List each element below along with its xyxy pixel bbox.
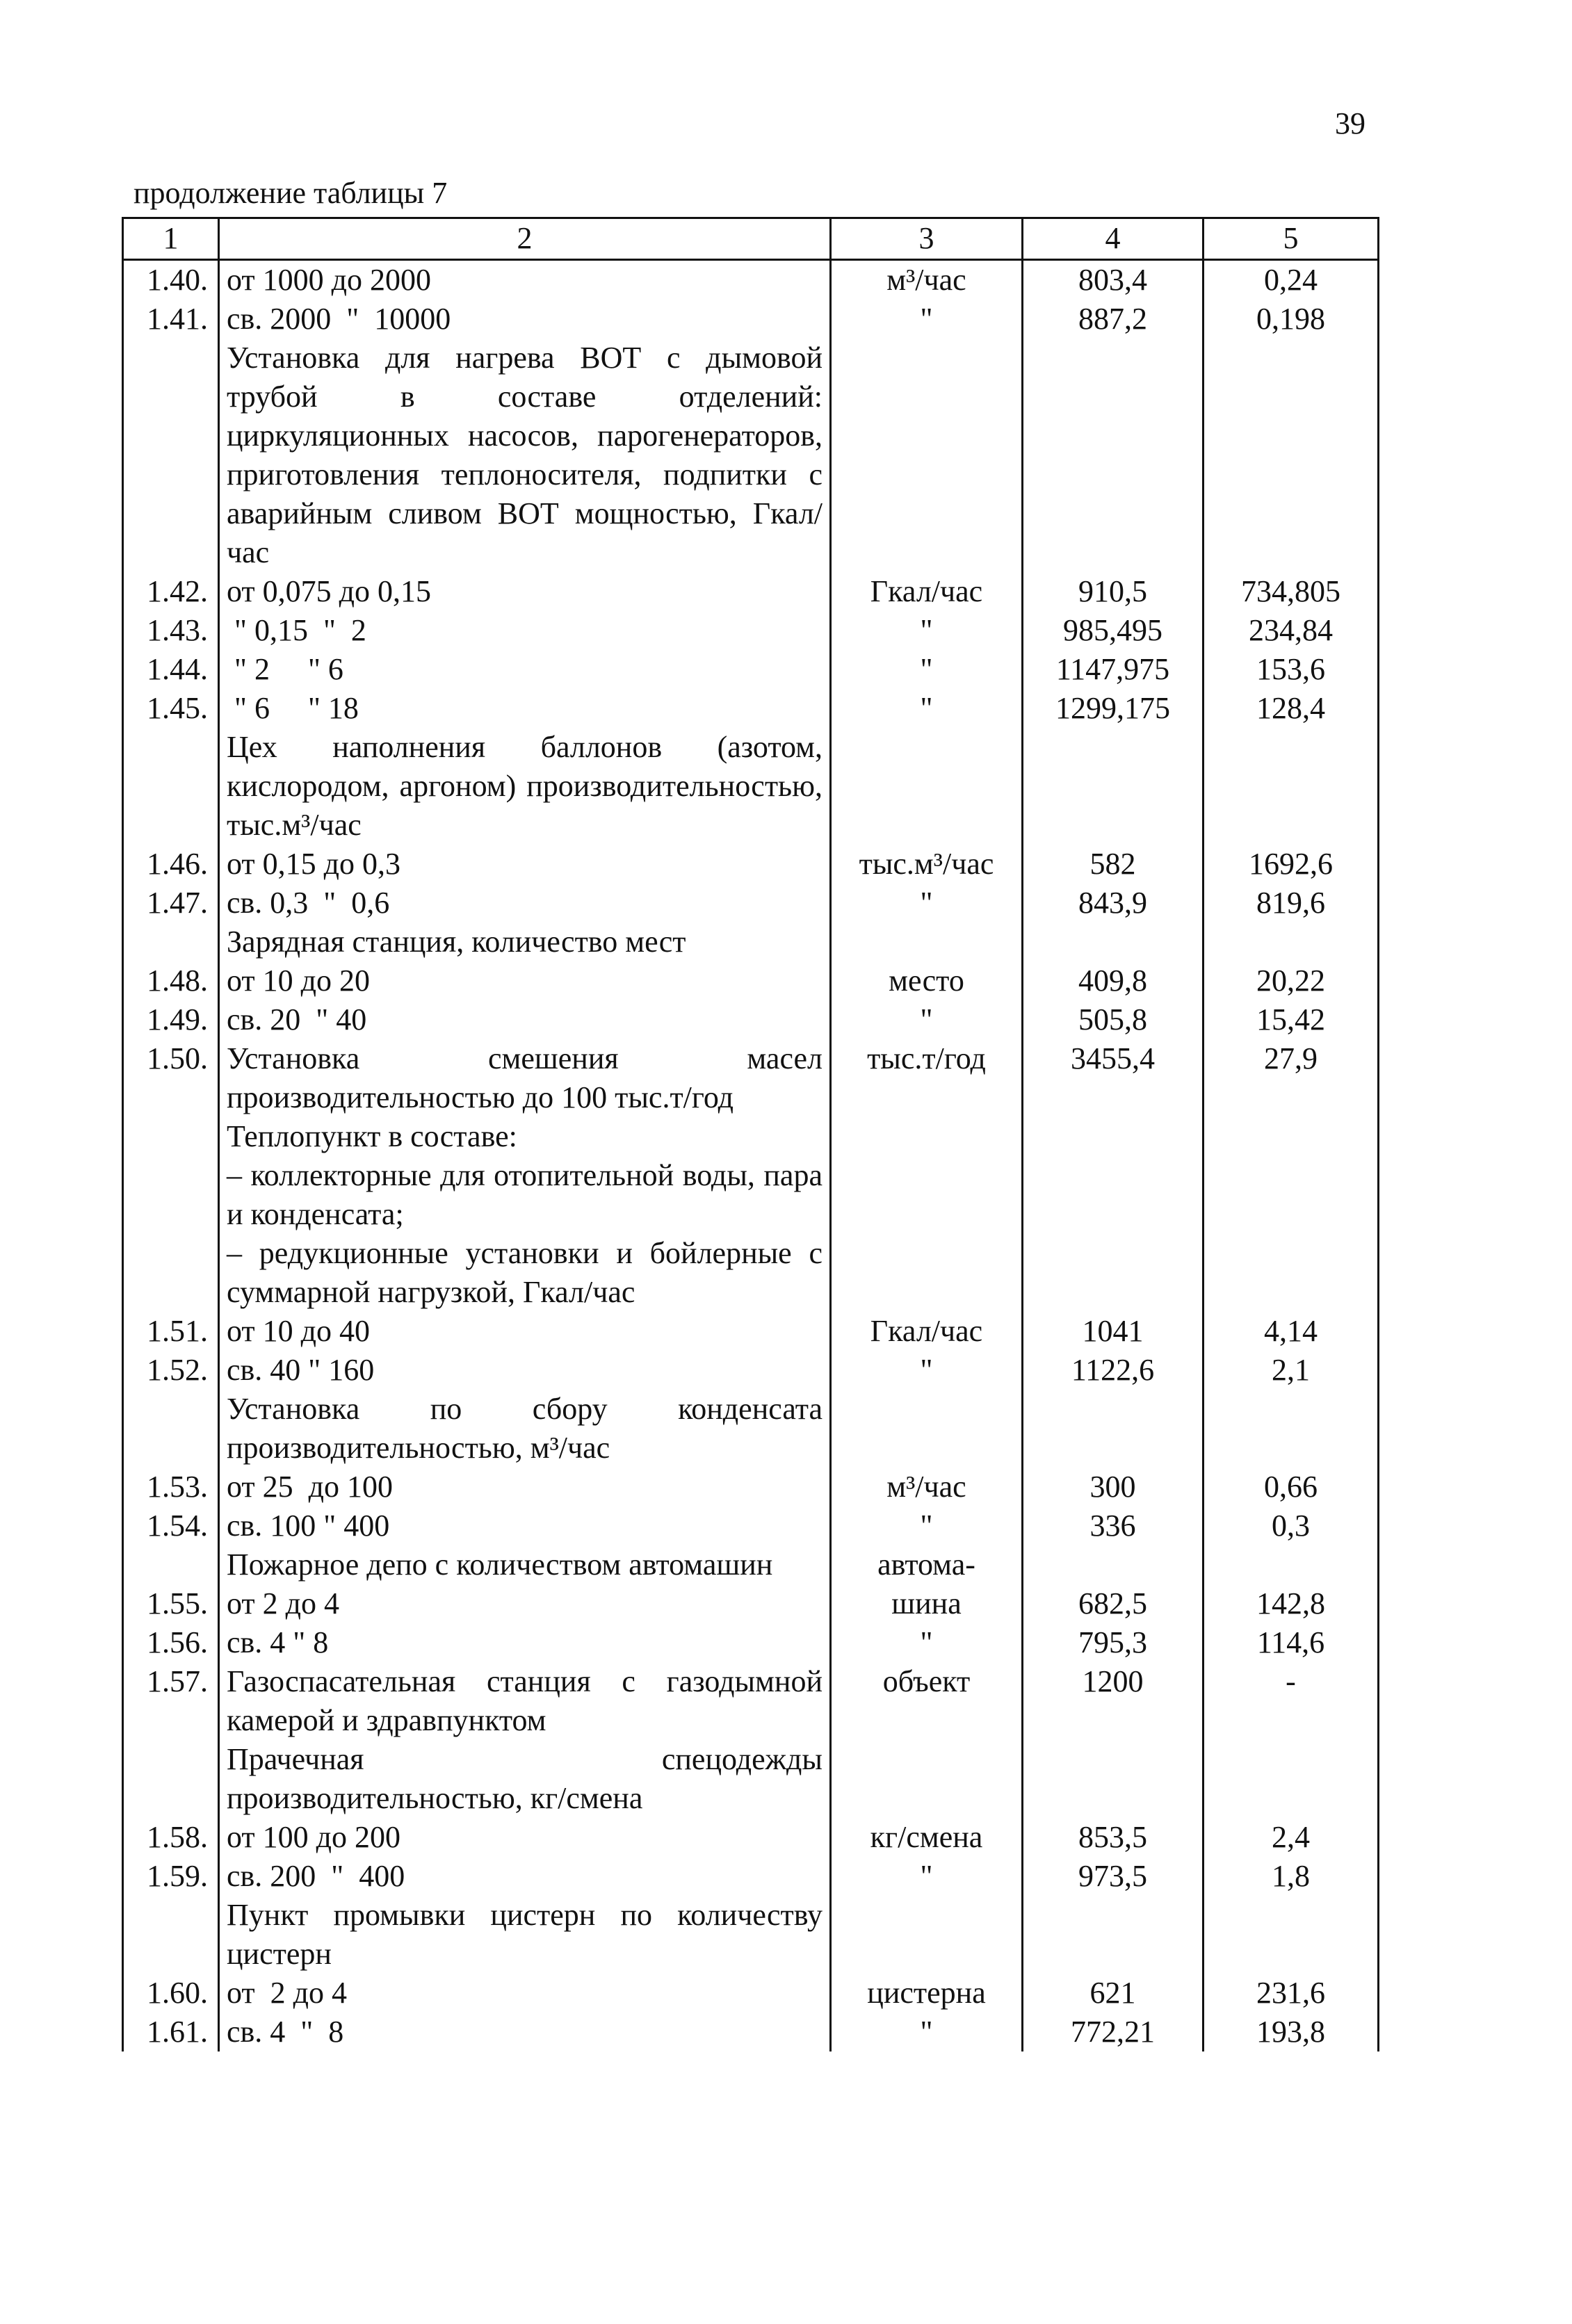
row-value-5: 4,14 [1204,1312,1379,1351]
row-number: 1.59. [123,1857,219,1896]
data-table [122,217,1379,2051]
table-row [123,1351,1379,1390]
row-number: 1.44. [123,650,219,689]
row-value-4 [1023,1117,1204,1156]
row-number: 1.48. [123,961,219,1000]
row-value-4: 1041 [1023,1312,1204,1351]
row-value-5: 734,805 [1204,572,1379,611]
row-description: от 2 до 4 [219,1584,831,1623]
row-number: 1.46. [123,845,219,884]
row-value-4 [1023,1234,1204,1312]
row-value-4: 985,495 [1023,611,1204,650]
table-row [123,1818,1379,1857]
table-row [123,572,1379,611]
row-value-5: 128,4 [1204,689,1379,728]
row-unit: м³/час [831,1468,1023,1506]
row-description: " 0,15 " 2 [219,611,831,650]
row-unit [831,728,1023,845]
row-value-5 [1204,728,1379,845]
table-row [123,650,1379,689]
row-number: 1.54. [123,1506,219,1545]
row-unit: " [831,1857,1023,1896]
row-description: от 1000 до 2000 [219,260,831,300]
table-row [123,1584,1379,1623]
row-value-4: 682,5 [1023,1584,1204,1623]
row-description: Установка по сбору конденсата производительностью, м³/час [219,1390,831,1468]
row-value-5: 234,84 [1204,611,1379,650]
row-unit: " [831,1506,1023,1545]
row-value-4 [1023,728,1204,845]
row-value-5: 2,1 [1204,1351,1379,1390]
row-number: 1.50. [123,1039,219,1117]
row-description: Пункт промывки цистерн по количеству цистерн [219,1896,831,1974]
row-unit: " [831,1623,1023,1662]
row-value-5: 193,8 [1204,2013,1379,2051]
row-unit: автома- [831,1545,1023,1584]
row-value-5: 2,4 [1204,1818,1379,1857]
row-number: 1.43. [123,611,219,650]
table-row [123,1000,1379,1039]
row-description: св. 200 " 400 [219,1857,831,1896]
row-unit [831,1234,1023,1312]
row-value-5: 15,42 [1204,1000,1379,1039]
row-unit [831,339,1023,572]
row-value-4: 409,8 [1023,961,1204,1000]
row-value-5: 142,8 [1204,1584,1379,1623]
row-unit: тыс.м³/час [831,845,1023,884]
row-value-5: 27,9 [1204,1039,1379,1117]
row-value-4: 505,8 [1023,1000,1204,1039]
row-number [123,1156,219,1234]
row-description: от 2 до 4 [219,1974,831,2013]
row-unit: кг/смена [831,1818,1023,1857]
table-row [123,260,1379,300]
row-value-4: 1299,175 [1023,689,1204,728]
row-description: от 100 до 200 [219,1818,831,1857]
row-unit: " [831,1351,1023,1390]
row-description: – редукционные установки и бойлерные с суммарной нагрузкой, Гкал/час [219,1234,831,1312]
row-value-5 [1204,1390,1379,1468]
row-value-5: 1,8 [1204,1857,1379,1896]
row-value-5: 1692,6 [1204,845,1379,884]
row-unit: " [831,611,1023,650]
header-cell-2: 2 [219,218,831,260]
row-value-4 [1023,339,1204,572]
row-value-4: 843,9 [1023,884,1204,923]
row-value-5 [1204,1234,1379,1312]
row-description: Теплопункт в составе: [219,1117,831,1156]
row-description: Зарядная станция, количество мест [219,923,831,961]
row-number: 1.56. [123,1623,219,1662]
row-unit: " [831,300,1023,339]
row-number: 1.55. [123,1584,219,1623]
row-description: Установка смешения масел производительностью до 100 тыс.т/год [219,1039,831,1117]
row-description: Пожарное депо с количеством автомашин [219,1545,831,1584]
row-value-5: 0,198 [1204,300,1379,339]
header-cell-1: 1 [123,218,219,260]
row-description: св. 0,3 " 0,6 [219,884,831,923]
table-row [123,611,1379,650]
row-description: св. 2000 " 10000 [219,300,831,339]
row-value-4: 910,5 [1023,572,1204,611]
row-value-4 [1023,1156,1204,1234]
row-number [123,1545,219,1584]
row-value-5: 20,22 [1204,961,1379,1000]
row-unit: " [831,884,1023,923]
header-cell-3: 3 [831,218,1023,260]
row-value-5: - [1204,1662,1379,1740]
row-description: св. 40 " 160 [219,1351,831,1390]
row-description: от 0,075 до 0,15 [219,572,831,611]
row-value-5: 231,6 [1204,1974,1379,2013]
row-unit [831,1740,1023,1818]
row-value-4: 582 [1023,845,1204,884]
row-description: св. 100 " 400 [219,1506,831,1545]
row-description: св. 4 " 8 [219,2013,831,2051]
row-unit [831,1390,1023,1468]
row-unit: цистерна [831,1974,1023,2013]
row-unit: место [831,961,1023,1000]
row-description: от 0,15 до 0,3 [219,845,831,884]
row-value-5: 0,3 [1204,1506,1379,1545]
row-unit: м³/час [831,260,1023,300]
row-value-4: 300 [1023,1468,1204,1506]
row-value-4: 1122,6 [1023,1351,1204,1390]
row-value-4: 336 [1023,1506,1204,1545]
row-value-5: 153,6 [1204,650,1379,689]
row-value-5 [1204,1117,1379,1156]
row-number [123,1117,219,1156]
row-value-4: 795,3 [1023,1623,1204,1662]
row-value-5 [1204,1156,1379,1234]
row-unit: объект [831,1662,1023,1740]
table-caption: продолжение таблицы 7 [133,176,448,210]
row-number [123,728,219,845]
row-value-4: 1200 [1023,1662,1204,1740]
row-unit [831,1156,1023,1234]
row-value-4 [1023,1390,1204,1468]
row-value-4: 3455,4 [1023,1039,1204,1117]
row-value-5 [1204,1896,1379,1974]
table-row [123,1662,1379,1740]
row-number [123,339,219,572]
row-value-4 [1023,1740,1204,1818]
row-number: 1.52. [123,1351,219,1390]
row-description: Прачечная спецодежды производительностью, кг/смена [219,1740,831,1818]
header-cell-5: 5 [1204,218,1379,260]
row-number [123,1390,219,1468]
row-unit: " [831,1000,1023,1039]
row-description: " 2 " 6 [219,650,831,689]
row-value-4: 1147,975 [1023,650,1204,689]
table-row [123,961,1379,1000]
row-number: 1.42. [123,572,219,611]
row-description: Газоспасательная станция с газодымной камерой и здравпунктом [219,1662,831,1740]
table-row [123,1468,1379,1506]
row-value-5 [1204,1545,1379,1584]
row-value-4 [1023,1896,1204,1974]
table-row [123,923,1379,961]
row-unit: " [831,650,1023,689]
row-number: 1.58. [123,1818,219,1857]
table-row [123,1039,1379,1117]
row-value-4 [1023,1545,1204,1584]
row-description: " 6 " 18 [219,689,831,728]
table-row [123,1390,1379,1468]
row-number: 1.41. [123,300,219,339]
table-row [123,339,1379,572]
row-unit: шина [831,1584,1023,1623]
row-value-5 [1204,1740,1379,1818]
table-row [123,884,1379,923]
row-description: Цех наполнения баллонов (азотом, кислородом, аргоном) производительностью, тыс.м³/час [219,728,831,845]
table-header [123,218,1379,260]
row-unit: Гкал/час [831,572,1023,611]
row-value-4: 621 [1023,1974,1204,2013]
table-row [123,2013,1379,2051]
row-unit: " [831,2013,1023,2051]
row-value-4: 853,5 [1023,1818,1204,1857]
row-number [123,1234,219,1312]
row-description: от 10 до 40 [219,1312,831,1351]
row-description: от 10 до 20 [219,961,831,1000]
row-unit [831,923,1023,961]
table-row [123,1506,1379,1545]
row-value-4: 973,5 [1023,1857,1204,1896]
table-row [123,1312,1379,1351]
row-description: св. 4 " 8 [219,1623,831,1662]
page-number: 39 [1335,106,1366,140]
row-unit: тыс.т/год [831,1039,1023,1117]
row-number: 1.49. [123,1000,219,1039]
row-description: от 25 до 100 [219,1468,831,1506]
table-row [123,689,1379,728]
row-value-4: 887,2 [1023,300,1204,339]
row-number: 1.40. [123,260,219,300]
row-number: 1.47. [123,884,219,923]
table-row [123,1623,1379,1662]
row-unit: " [831,689,1023,728]
row-number: 1.51. [123,1312,219,1351]
table-row [123,300,1379,339]
row-number: 1.60. [123,1974,219,2013]
table-row [123,1545,1379,1584]
table-row [123,1896,1379,1974]
row-value-4 [1023,923,1204,961]
row-number: 1.57. [123,1662,219,1740]
row-unit [831,1117,1023,1156]
row-number [123,1740,219,1818]
row-value-5: 0,24 [1204,260,1379,300]
table-body [123,260,1379,2052]
table-row [123,1234,1379,1312]
table-row [123,845,1379,884]
row-value-5 [1204,339,1379,572]
row-description: Установка для нагрева ВОТ с дымовой трубой в составе отделений: циркуляционных насосов, парогенераторов, приготовления теплоносителя, подпитки с аварийным сливом ВОТ мощностью, Гкал/час [219,339,831,572]
row-description: св. 20 " 40 [219,1000,831,1039]
header-cell-4: 4 [1023,218,1204,260]
row-value-5: 114,6 [1204,1623,1379,1662]
table-row [123,1857,1379,1896]
row-value-4: 803,4 [1023,260,1204,300]
row-number: 1.53. [123,1468,219,1506]
table-row [123,1740,1379,1818]
row-number [123,923,219,961]
row-number [123,1896,219,1974]
header-row [123,218,1379,260]
table-row [123,728,1379,845]
row-number: 1.61. [123,2013,219,2051]
table-row [123,1974,1379,2013]
table-row [123,1156,1379,1234]
row-value-5: 819,6 [1204,884,1379,923]
row-unit: Гкал/час [831,1312,1023,1351]
row-value-4: 772,21 [1023,2013,1204,2051]
row-unit [831,1896,1023,1974]
table-row [123,1117,1379,1156]
row-value-5 [1204,923,1379,961]
row-value-5: 0,66 [1204,1468,1379,1506]
row-description: – коллекторные для отопительной воды, пара и конденсата; [219,1156,831,1234]
row-number: 1.45. [123,689,219,728]
